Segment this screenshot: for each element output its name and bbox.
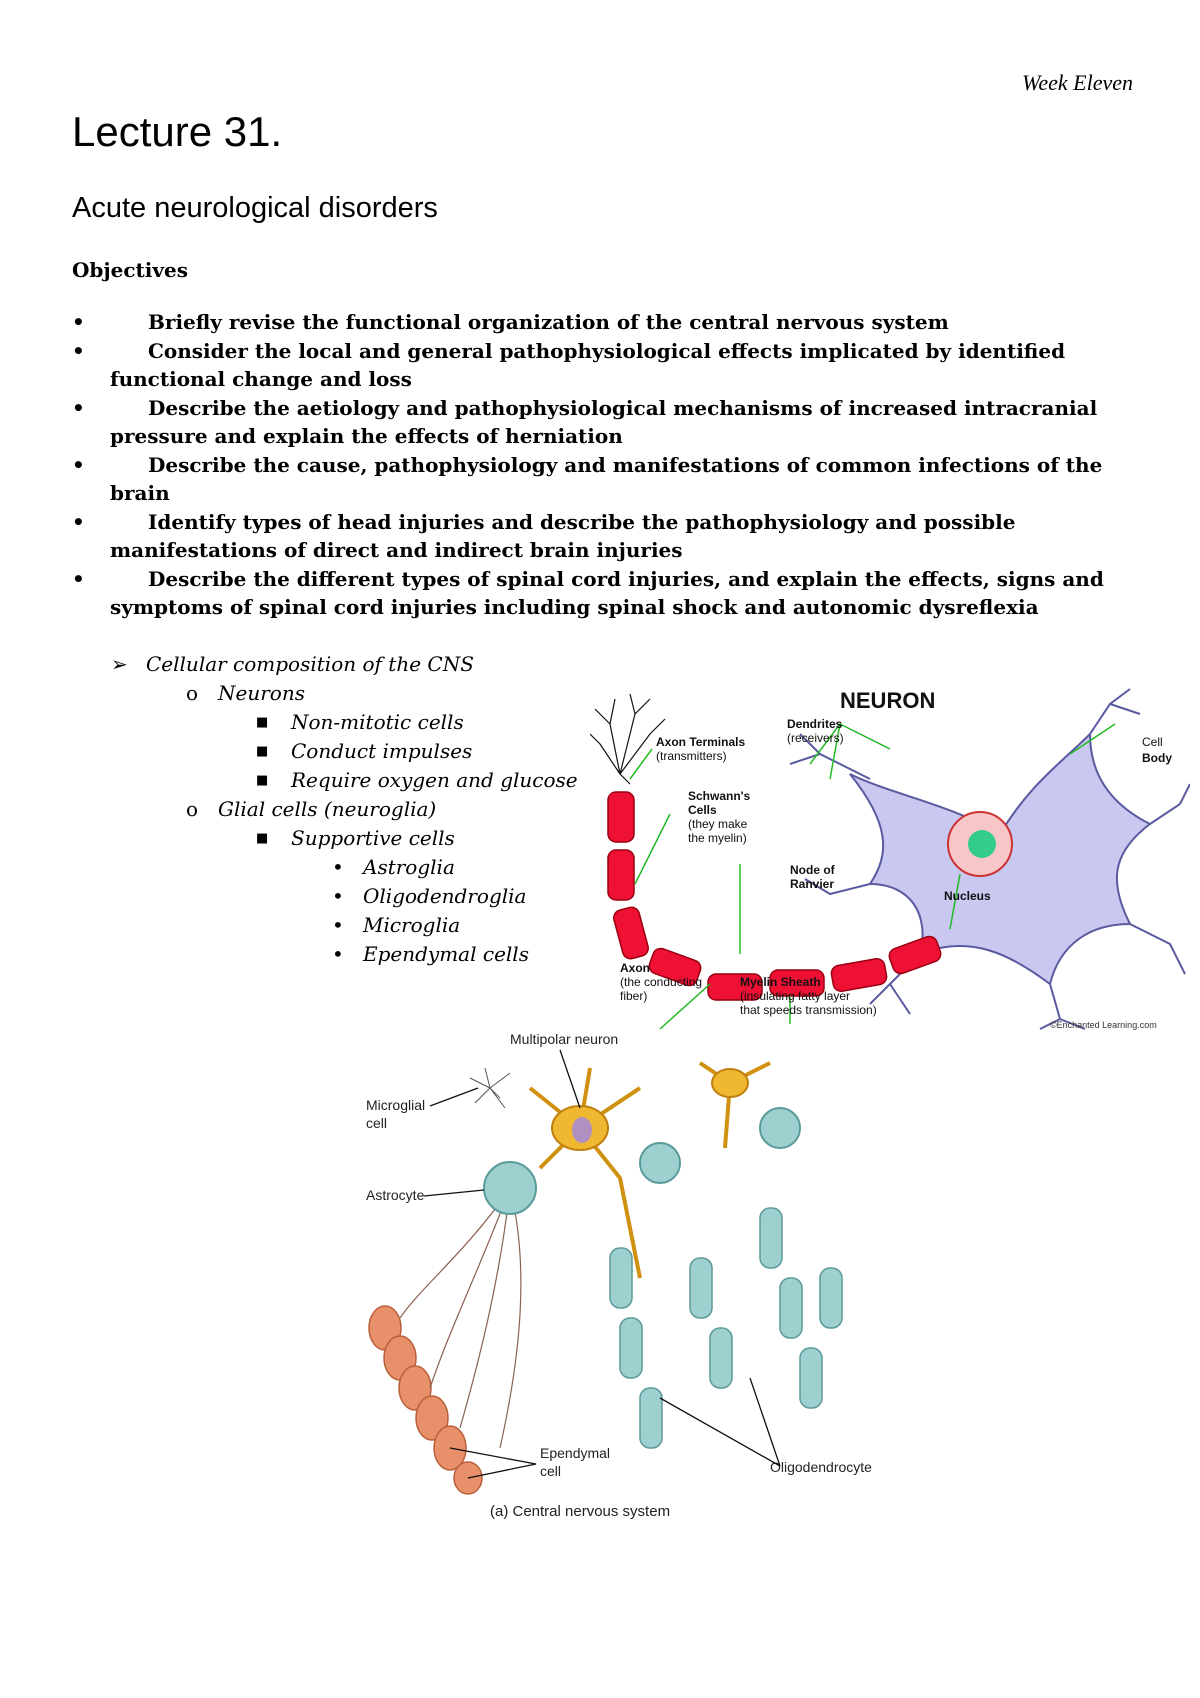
objective-item: • Briefly revise the functional organization of the central nervous system: [72, 308, 1112, 337]
outline-neuron-item: Non-mitotic cells: [291, 710, 464, 734]
neuron-title: NEURON: [840, 688, 936, 713]
label-cell-body-2: Body: [1142, 751, 1172, 765]
bullet-icon: •: [72, 338, 85, 363]
label-astrocyte: Astrocyte: [366, 1187, 425, 1203]
label-node-2: Ranvier: [790, 877, 835, 891]
square-bullet-icon: ■: [256, 831, 269, 846]
outline-title: Cellular composition of the CNS: [146, 652, 474, 676]
outline-neurons: Neurons: [218, 681, 305, 705]
objectives-heading: Objectives: [72, 258, 188, 282]
objective-item: • Identify types of head injuries and describe the pathophysiology and possible manifestations of direct and indirect brain injuries: [72, 509, 1016, 562]
square-bullet-icon: ■: [256, 744, 269, 759]
lecture-subtitle: Acute neurological disorders: [72, 192, 438, 224]
square-bullet-icon: ■: [256, 715, 269, 730]
bullet-icon: •: [72, 452, 85, 477]
outline-neuron-item: Conduct impulses: [291, 739, 473, 763]
microglial-cell: [470, 1068, 510, 1108]
ependymal-cells: [369, 1306, 482, 1494]
label-schwann-2: Cells: [688, 803, 717, 817]
label-myelin-sub-1: (insulating fatty layer: [740, 989, 851, 1003]
figure-caption: (a) Central nervous system: [490, 1503, 671, 1520]
label-dendrites-sub: (receivers): [787, 731, 844, 745]
oligodendrocyte-sheaths: [610, 1208, 842, 1448]
label-myelin: Myelin Sheath: [740, 975, 821, 989]
bullet-icon: •: [332, 942, 344, 966]
outline-glia-type: Astroglia: [363, 855, 455, 879]
outline-glia-type: Ependymal cells: [363, 942, 529, 966]
label-cell-body-1: Cell: [1142, 735, 1163, 749]
label-dendrites: Dendrites: [787, 717, 843, 731]
neuron-nucleus: [572, 1117, 592, 1143]
cns-diagram: [360, 1028, 920, 1538]
neuron-cell: [712, 1069, 748, 1097]
label-axon-sub-1: (the conducting: [620, 975, 703, 989]
label-axon-terminals-sub: (transmitters): [656, 749, 727, 763]
astrocyte-cell: [484, 1162, 536, 1214]
objective-item: • Describe the different types of spinal cord injuries, and explain the effects, signs and symptoms of spinal cord injuries including spinal shock and autonomic dysreflexia: [72, 566, 1104, 619]
label-node-1: Node of: [790, 863, 835, 877]
outline-glia-type: Microglia: [363, 913, 461, 937]
label-oligodendrocyte: Oligodendrocyte: [770, 1459, 872, 1475]
objective-item: • Consider the local and general pathophysiological effects implicated by identified functional change and loss: [72, 338, 1066, 391]
outline-supportive: Supportive cells: [291, 826, 455, 850]
label-axon-sub-2: fiber): [620, 989, 648, 1003]
objective-item: • Describe the cause, pathophysiology and manifestations of common infections of the brain: [72, 452, 1103, 505]
outline-glia-type: Oligodendroglia: [363, 884, 527, 908]
axon-terminal-tree: [590, 694, 665, 784]
outline-neuron-item: Require oxygen and glucose: [291, 768, 578, 792]
circle-bullet-icon: o: [186, 797, 199, 821]
label-multipolar: Multipolar neuron: [510, 1031, 619, 1047]
bullet-icon: •: [72, 310, 85, 334]
circle-bullet-icon: o: [186, 681, 199, 705]
bullet-icon: •: [72, 509, 85, 534]
bullet-icon: •: [332, 855, 344, 879]
lecture-title: Lecture 31.: [72, 108, 283, 155]
label-microglial-1: Microglial: [366, 1097, 426, 1113]
outline-glial: Glial cells (neuroglia): [218, 797, 437, 821]
label-schwann-3: (they make: [688, 817, 748, 831]
week-label: Week Eleven: [1022, 70, 1133, 95]
bullet-icon: •: [332, 884, 344, 908]
label-ependymal-1: Ependymal: [540, 1445, 611, 1461]
label-schwann-1: Schwann's: [688, 789, 751, 803]
label-nucleus: Nucleus: [944, 889, 991, 903]
label-schwann-4: the myelin): [688, 831, 747, 845]
neuron-diagram: [590, 684, 1190, 1034]
objectives-list: [72, 308, 1112, 622]
objective-item: • Describe the aetiology and pathophysiological mechanisms of increased intracranial pressure and explain the effects of herniation: [72, 395, 1098, 448]
oligodendrocyte-cell: [640, 1143, 680, 1183]
glial-cell: [760, 1108, 800, 1148]
square-bullet-icon: ■: [256, 773, 269, 788]
bullet-icon: •: [332, 913, 344, 937]
label-myelin-sub-2: that speeds transmission): [740, 1003, 877, 1017]
figure-credit: ©Enchanted Learning.com: [1050, 1020, 1157, 1030]
nucleolus: [968, 830, 996, 858]
label-axon: Axon: [620, 961, 650, 975]
label-microglial-2: cell: [366, 1115, 388, 1131]
bullet-icon: •: [72, 395, 85, 420]
label-ependymal-2: cell: [540, 1463, 562, 1479]
arrow-bullet-icon: ➢: [111, 652, 128, 676]
bullet-icon: •: [72, 566, 85, 591]
label-axon-terminals: Axon Terminals: [656, 735, 746, 749]
